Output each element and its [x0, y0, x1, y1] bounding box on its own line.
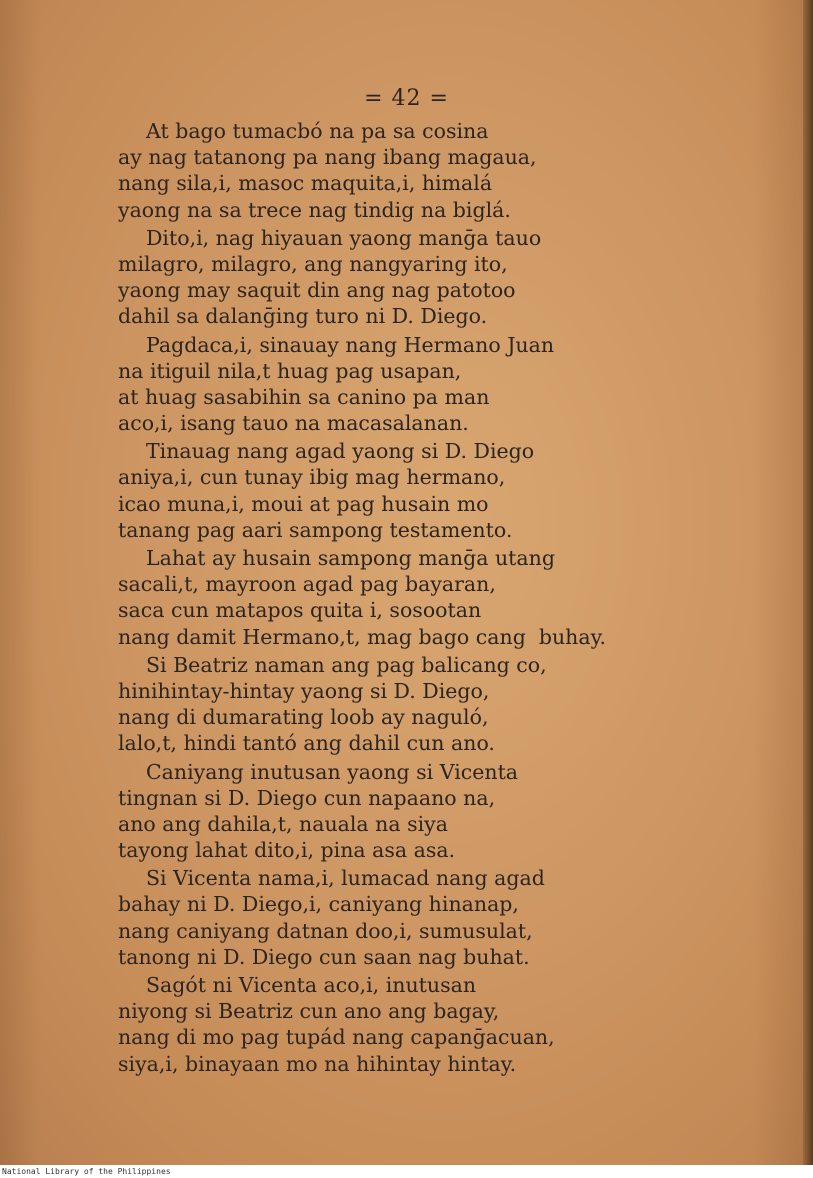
stanza — [118, 118, 778, 223]
verse-line: nang caniyang datnan doo,i, sumusulat, — [118, 918, 533, 943]
verse-line: nang damit Hermano,t, mag bago cang buhay. — [118, 624, 606, 649]
verse-line: na itiguil nila,t huag pag usapan, — [118, 358, 462, 383]
verse-line: hinihintay-hintay yaong si D. Diego, — [118, 678, 490, 703]
verse-line: Sagót ni Vicenta aco,i, inutusan — [146, 973, 477, 997]
verse-line: Dito,i, nag hiyauan yaong manḡa tauo — [146, 225, 542, 250]
verse-line: aniya,i, cun tunay ibig mag hermano, — [118, 465, 506, 490]
verse-line: dahil sa dalanḡing turo ni D. Diego. — [118, 304, 488, 329]
page-number: = 42 = — [364, 86, 449, 111]
verse-line: tanang pag aari sampong testamento. — [118, 517, 513, 542]
verse-line: lalo,t, hindi tantó ang dahil cun ano. — [118, 731, 495, 756]
verse-line: At bago tumacbó na pa sa cosina — [146, 119, 489, 143]
verse-line: icao muna,i, moui at pag husain mo — [118, 491, 489, 516]
stanza — [118, 438, 778, 543]
stanza — [118, 865, 778, 970]
verse-line: aco,i, isang tauo na macasalanan. — [118, 411, 469, 436]
verse-line: ay nag tatanong pa nang ibang magaua, — [118, 145, 537, 170]
stanza — [118, 545, 778, 650]
verse-line: Si Beatriz naman ang pag balicang co, — [146, 652, 547, 677]
verse-line: Si Vicenta nama,i, lumacad nang agad — [146, 866, 545, 891]
stanza — [118, 972, 778, 1077]
page-edge — [803, 0, 813, 1165]
verse-line: nang di mo pag tupád nang capanḡacuan, — [118, 1025, 555, 1050]
verse-line: sacali,t, mayroon agad pag bayaran, — [118, 572, 496, 597]
verse-line: tanong ni D. Diego cun saan nag buhat. — [118, 944, 530, 969]
library-credit: National Library of the Philippines — [0, 1165, 813, 1178]
verse-line: tingnan si D. Diego cun napaano na, — [118, 785, 496, 810]
verse-line: Lahat ay husain sampong manḡa utang — [146, 546, 555, 570]
verse-line: bahay ni D. Diego,i, caniyang hinanap, — [118, 892, 519, 917]
verse-line: tayong lahat dito,i, pina asa asa. — [118, 838, 456, 863]
verse-line: yaong na sa trece nag tindig na biglá. — [118, 197, 511, 222]
verse-line: milagro, milagro, ang nangyaring ito, — [118, 251, 508, 276]
verse-line: yaong may saquit din ang nag patotoo — [118, 278, 516, 303]
verse-line: saca cun matapos quita i, sosootan — [118, 598, 482, 623]
stanza — [118, 759, 778, 864]
verse-line: niyong si Beatriz cun ano ang bagay, — [118, 999, 500, 1024]
verse-line: nang di dumarating loob ay naguló, — [118, 705, 489, 730]
stanza — [118, 225, 778, 330]
stanza — [118, 332, 778, 437]
verse-line: Tinauag nang agad yaong si D. Diego — [146, 439, 535, 464]
poem-body — [118, 118, 778, 1079]
verse-line: siya,i, binayaan mo na hihintay hintay. — [118, 1051, 517, 1076]
verse-line: Caniyang inutusan yaong si Vicenta — [146, 759, 519, 784]
verse-line: ano ang dahila,t, nauala na siya — [118, 811, 448, 836]
stanza — [118, 652, 778, 757]
verse-line: Pagdaca,i, sinauay nang Hermano Juan — [146, 332, 555, 357]
verse-line: at huag sasabihin sa canino pa man — [118, 384, 490, 409]
verse-line: nang sila,i, masoc maquita,i, himalá — [118, 171, 493, 196]
